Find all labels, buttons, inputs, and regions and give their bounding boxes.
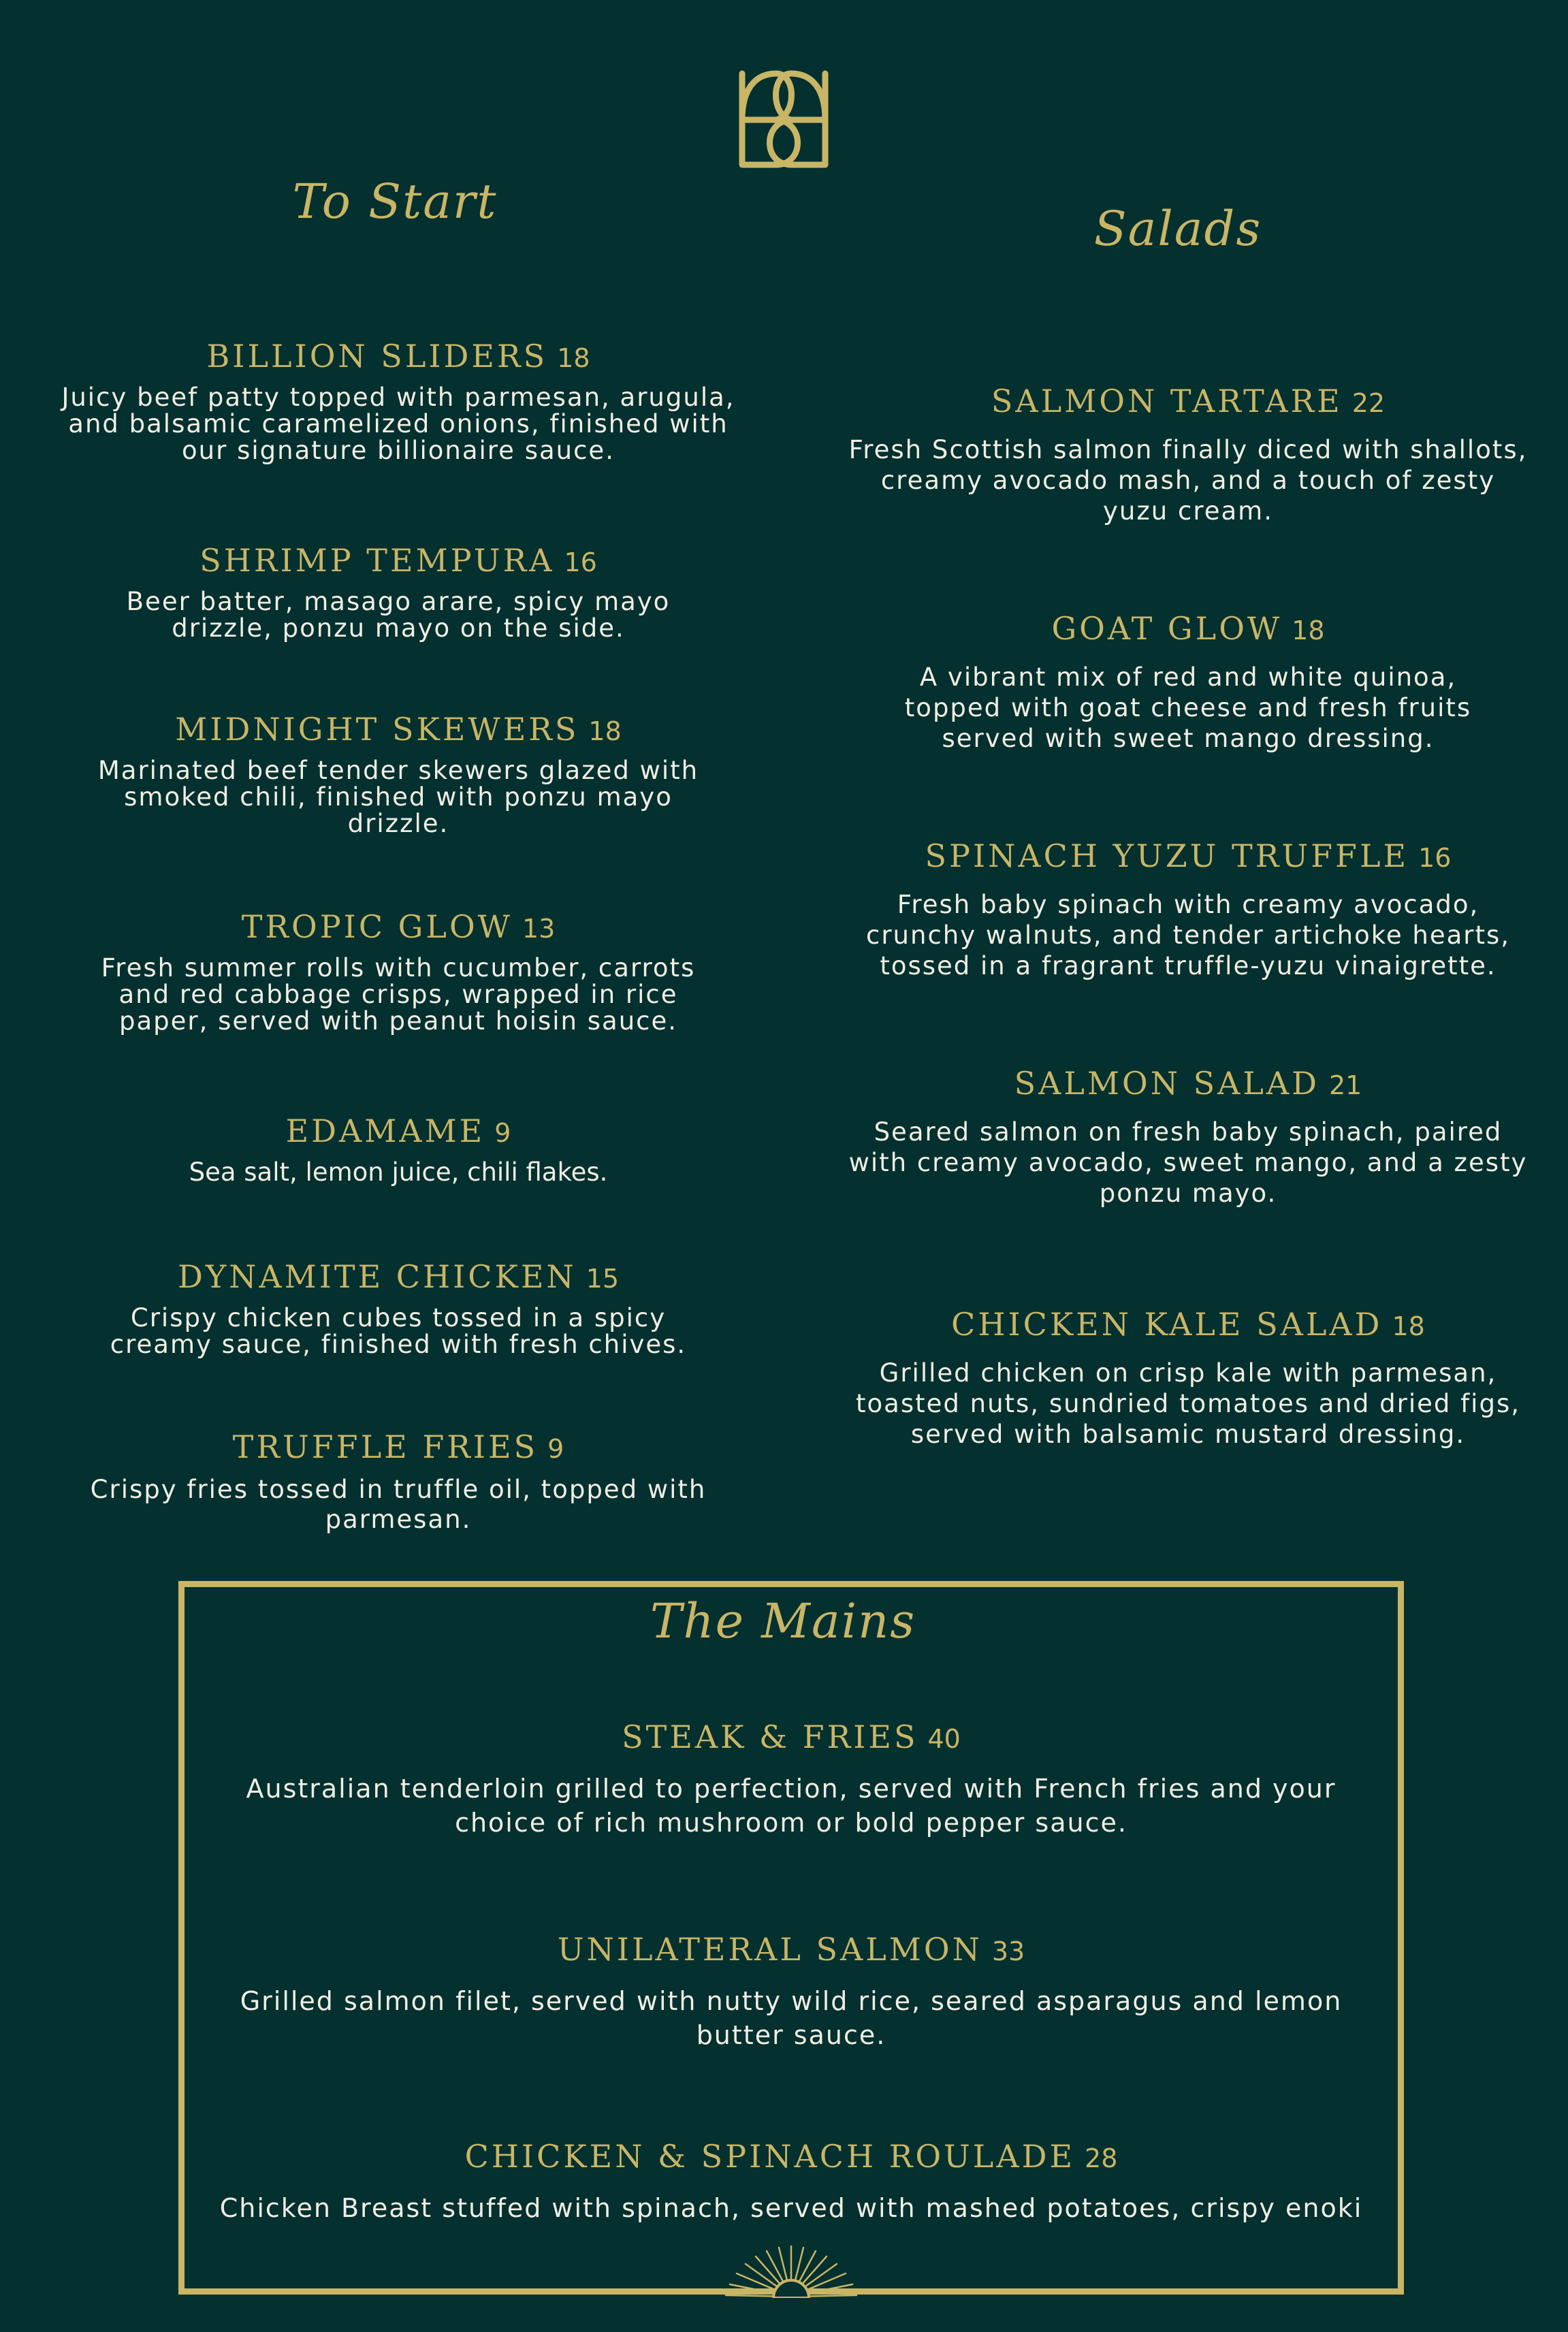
item-name: SALMON TARTARE xyxy=(991,383,1343,419)
menu-item xyxy=(817,1306,1559,1450)
item-name: CHICKEN & SPINACH ROULADE xyxy=(464,2138,1076,2175)
salads-heading: Salads xyxy=(1093,201,1262,257)
item-name: SPINACH YUZU TRUFFLE xyxy=(925,837,1409,874)
item-description: Australian tenderloin grilled to perfection, served with French fries and your choice of rich mushroom or bold pepper sauce. xyxy=(246,1774,1337,1838)
item-price: 18 xyxy=(588,716,622,746)
item-price: 16 xyxy=(564,547,597,577)
item-description: Crispy chicken cubes tossed in a spicy creamy sauce, finished with fresh chives. xyxy=(110,1303,687,1359)
item-price: 18 xyxy=(1392,1311,1425,1341)
item-price: 21 xyxy=(1328,1070,1362,1100)
item-price: 13 xyxy=(522,914,556,944)
menu-item xyxy=(27,1258,769,1359)
to-start-section xyxy=(27,0,769,1566)
item-description: A vibrant mix of red and white quinoa, topped with goat cheese and fresh fruits served with sweet mango dressing. xyxy=(904,662,1472,753)
menu-item xyxy=(178,1931,1404,2052)
item-name: TROPIC GLOW xyxy=(241,908,513,945)
salads-section xyxy=(817,0,1559,1566)
menu-item xyxy=(817,1065,1559,1209)
item-price: 18 xyxy=(1292,616,1325,645)
sunburst-icon xyxy=(716,2243,866,2298)
menu-item xyxy=(817,385,1559,526)
item-description: Juicy beef patty topped with parmesan, arugula, and balsamic caramelized onions, finished with our signature billionaire sauce. xyxy=(61,383,735,465)
item-name: TRUFFLE FRIES xyxy=(232,1428,539,1465)
item-price: 40 xyxy=(927,1724,961,1754)
item-description: Marinated beef tender skewers glazed with smoked chili, finished with ponzu mayo drizzle. xyxy=(97,756,699,838)
item-description: Seared salmon on fresh baby spinach, paired with creamy avocado, sweet mango, and a zesty ponzu mayo. xyxy=(848,1117,1528,1208)
menu-item xyxy=(27,1115,769,1185)
item-description: Beer batter, masago arare, spicy mayo drizzle, ponzu mayo on the side. xyxy=(126,587,671,643)
item-description: Grilled chicken on crisp kale with parmesan, toasted nuts, sundried tomatoes and dried figs, served with balsamic mustard dressing. xyxy=(856,1358,1520,1449)
item-price: 18 xyxy=(557,343,590,373)
item-price: 16 xyxy=(1418,843,1452,873)
menu-item xyxy=(817,837,1559,981)
item-price: 28 xyxy=(1085,2143,1118,2173)
item-price: 22 xyxy=(1351,388,1386,418)
item-name: MIDNIGHT SKEWERS xyxy=(175,711,579,748)
item-price: 9 xyxy=(494,1118,511,1148)
item-name: DYNAMITE CHICKEN xyxy=(177,1258,577,1295)
item-name: BILLION SLIDERS xyxy=(206,338,548,374)
item-name: CHICKEN KALE SALAD xyxy=(951,1306,1383,1343)
item-name: SHRIMP TEMPURA xyxy=(199,542,555,579)
item-name: EDAMAME xyxy=(285,1113,485,1149)
item-description: Chicken Breast stuffed with spinach, served with mashed potatoes, crispy enoki xyxy=(219,2193,1363,2223)
item-name: GOAT GLOW xyxy=(1051,610,1283,647)
item-name: UNILATERAL SALMON xyxy=(557,1931,982,1968)
item-name: STEAK & FRIES xyxy=(622,1719,918,1755)
item-description: Fresh baby spinach with creamy avocado, crunchy walnuts, and tender artichoke hearts, tossed in a fragrant truffle-yuzu vinaigrette. xyxy=(865,890,1511,980)
menu-item xyxy=(178,2138,1404,2225)
item-description: Fresh summer rolls with cucumber, carrots and red cabbage crisps, wrapped in rice paper, served with peanut hoisin sauce. xyxy=(101,953,696,1036)
item-description: Crispy fries tossed in truffle oil, topped with parmesan. xyxy=(90,1475,707,1534)
to-start-heading: To Start xyxy=(292,174,498,229)
menu-item xyxy=(27,1428,769,1535)
item-description: Fresh Scottish salmon finally diced with shallots, creamy avocado mash, and a touch of zesty yuzu cream. xyxy=(848,435,1528,526)
menu-item xyxy=(27,340,769,464)
item-description: Grilled salmon filet, served with nutty wild rice, seared asparagus and lemon butter sauce. xyxy=(240,1986,1343,2050)
menu-item xyxy=(27,908,769,1036)
mains-heading: The Mains xyxy=(650,1593,916,1649)
item-description: Sea salt, lemon juice, chili flakes. xyxy=(189,1157,608,1187)
menu-item xyxy=(27,542,769,643)
menu-item xyxy=(178,1721,1404,1840)
item-price: 33 xyxy=(991,1936,1025,1966)
menu-item xyxy=(27,711,769,838)
item-price: 9 xyxy=(547,1434,564,1464)
menu-item xyxy=(817,610,1559,754)
item-name: SALMON SALAD xyxy=(1014,1065,1319,1102)
item-price: 15 xyxy=(586,1264,620,1294)
